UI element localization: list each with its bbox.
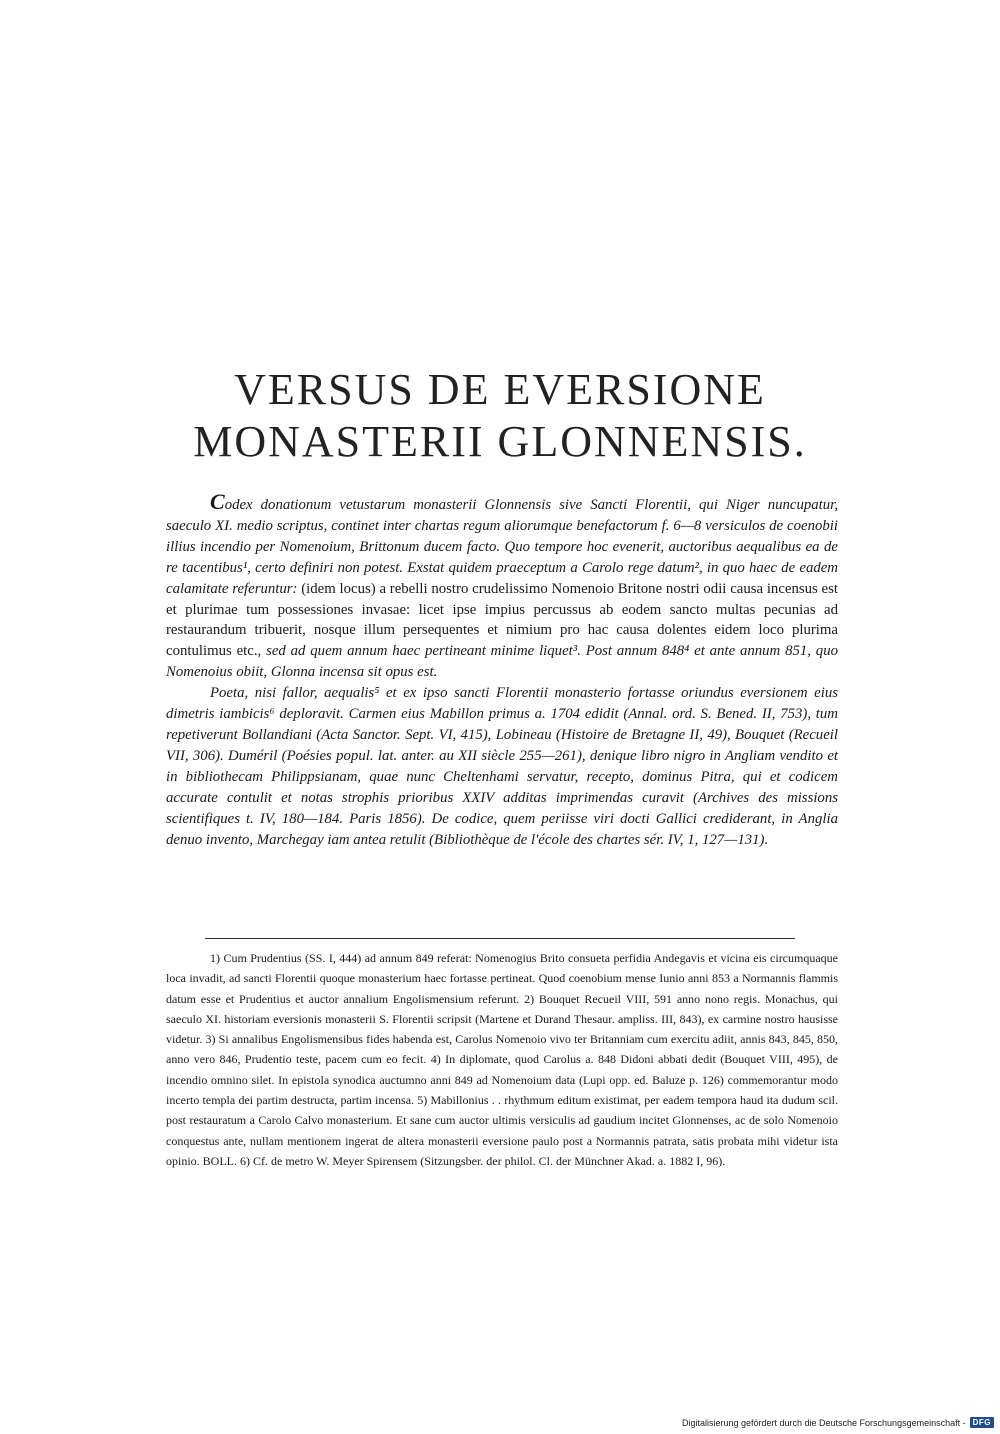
digitization-credit [682, 1417, 994, 1428]
drop-cap: C [210, 489, 225, 514]
title-line-1: VERSUS DE EVERSIONE [234, 365, 766, 414]
paragraph-poeta: Poeta, nisi fallor, aequalis⁵ et ex ipso sancti Florentii monasterio fortasse oriundus eversionem eius dimetris iambicis⁶ deploravit. Carmen eius Mabillon primus a. 1704 edidit (Annal. ord. S. Bened. II, 753), tum repetiverunt Bollandiani (Acta Sanctor. Sept. VI, 415), Lobineau (Histoire de Bretagne II, 49), Bouquet (Recueil VII, 306). Duméril (Poésies popul. lat. anter. au XII siècle 255—261), denique libro nigro in Angliam vendito et in bibliothecam Philippsianam, quae nunc Cheltenhami servatur, recepto, dominus Pitra, qui et codicem accurate contulit et notas strophis prioribus XXIV additas imprimendas curavit (Archives des missions scientifiques t. IV, 180—184. Paris 1856). De codice, quem periisse viri docti Gallici crediderant, in Anglia denuo invento, Marchegay iam antea retulit (Bibliothèque de l'école des chartes sér. IV, 1, 127—131). [166, 685, 838, 848]
paragraph-intro-tail: sed ad quem annum haec pertineant minime liquet³. Post annum 848⁴ et ante annum 851, quo Nomenoius obiit, Glonna incensa sit opus est. [166, 643, 839, 681]
body-text [166, 489, 839, 850]
footnote-divider [205, 938, 795, 939]
footnotes [166, 948, 838, 1171]
paragraph-intro-italic: odex donationum vetustarum monasterii Glonnensis sive Sancti Florentii, qui Niger nuncupatur, saeculo XI. medio scriptus, continet inter chartas regum aliorumque benefactorum f. 6—8 versiculos de coenobii illius incendio per Nomenoium, Brittonum ducem facto. Quo tempore hoc evenerit, auctoribus aequalibus ea de re tacentibus¹, certo definiri non potest. Exstat quidem praeceptum a Carolo rege datum², in quo haec de eadem calamitate referuntur: [166, 497, 838, 597]
footnotes-text: 1) Cum Prudentius (SS. I, 444) ad annum 849 referat: Nomenogius Brito consueta perfidia Andegavis et vicina eis circumquaque loca invadit, ad sancti Florentii quoque monasterium haec fortasse pertineat. Quod coenobium mense Iunio anni 853 a Normannis flammis datum esse et Prudentius et auctor annalium Engolismensium referunt. 2) Bouquet Recueil VIII, 591 anno nono regis. Monachus, qui saeculo XI. historiam eversionis monasterii S. Florentii scripsit (Martene et Durand Thesaur. ampliss. III, 843), ex carmine nostro hausisse videtur. 3) Si annalibus Engolismensibus fides habenda est, Carolus Nomenoio vivo ter Britanniam cum exercitu adiit, annis 843, 845, 850, anno vero 846, Prudentio teste, pacem cum eo fecit. 4) In diplomate, quod Carolus a. 848 Didoni abbati dedit (Bouquet VIII, 495), de incendio omnino silet. In epistola synodica auctumno anni 849 ad Nomenoium data (Lupi opp. ed. Baluze p. 126) commemorantur modo incerto templa dei partim destructa, partim incensa. 5) Mabillonius . . rhythmum editum existimat, per eadem tempora haud ita dudum scil. post restauratum a Carolo Calvo monasterium. Et sane cum auctor ultimis versiculis ad gaudium incitet Glonnenses, ac de solo Nomenoio conquestus ante, nullam mentionem ingerat de altera monasterii eversione paulo post a Normannis patrata, satis probata mihi videtur ista opinio. BOLL. 6) Cf. de metro W. Meyer Spirensem (Sitzungsber. der philol. Cl. der Münchner Akad. a. 1882 I, 96). [166, 951, 838, 1168]
dfg-logo: DFG [970, 1417, 994, 1428]
title-line-2: MONASTERII GLONNENSIS. [193, 417, 807, 466]
page-title [150, 364, 850, 468]
credit-text: Digitalisierung gefördert durch die Deutsche Forschungsgemeinschaft - [681, 1417, 966, 1428]
paragraph-intro [166, 489, 839, 683]
paragraph-intro-quote: (idem locus) a rebelli nostro crudelissimo Nomenoio Britone nostri odii causa incensus est et plurimae tum possessiones invasae: licet ipse impius percussus ab eodem sancto multas pecunias ad restaurandum tribuerit, nosque illum persequentes et nimium pro hac causa dolentes eidem loco plurima contulimus etc., [166, 580, 838, 660]
